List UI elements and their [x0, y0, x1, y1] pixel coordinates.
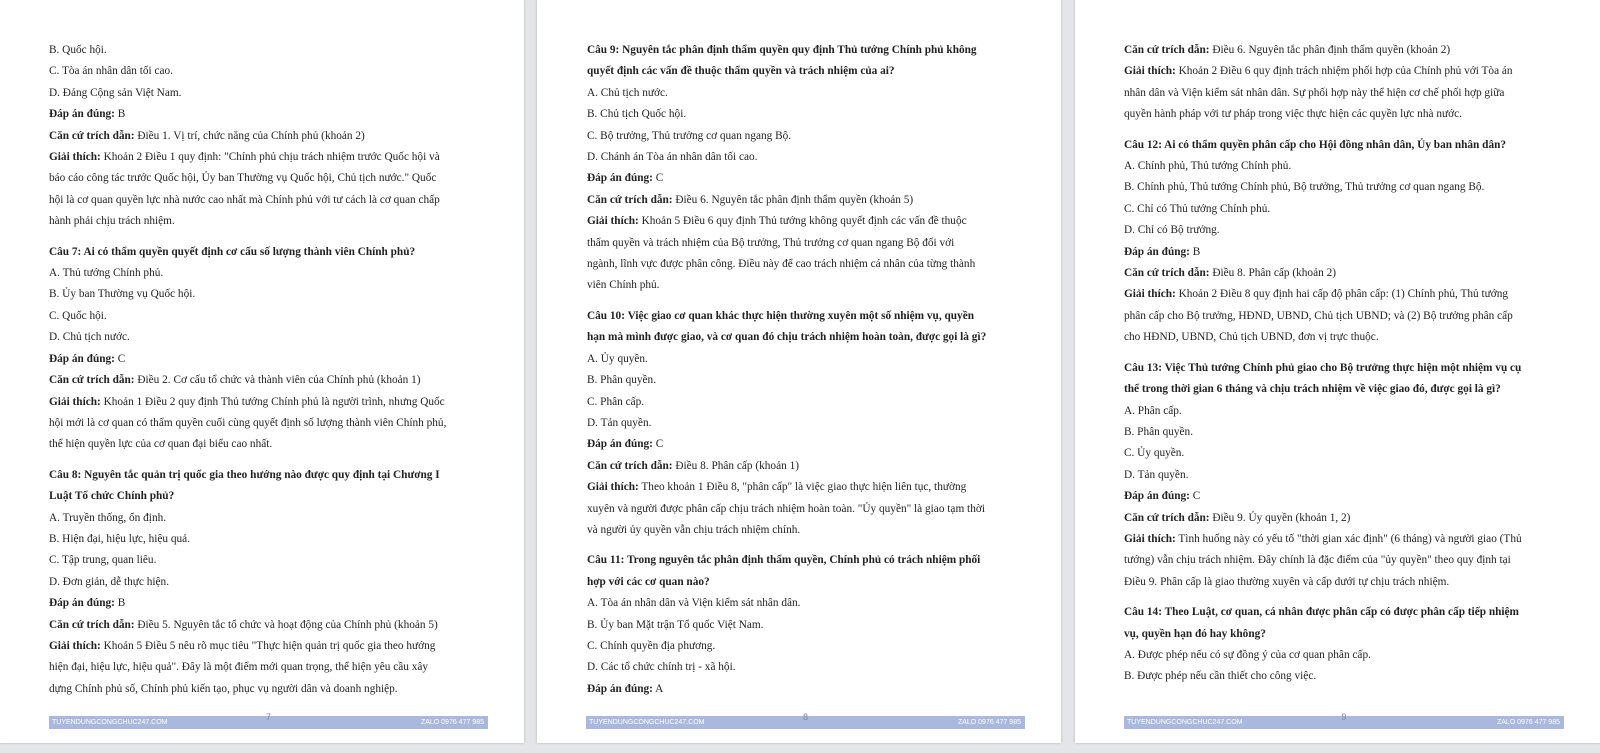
question-heading: Câu 7: Ai có thẩm quyền quyết định cơ cấu số lượng thành viên Chính phủ?	[49, 245, 416, 258]
question-heading: Câu 14: Theo Luật, cơ quan, cá nhân được phân cấp có được phân cấp tiếp nhiệm	[1124, 606, 1519, 619]
labeled-line	[587, 190, 1025, 211]
line-label: Giải thích:	[1124, 65, 1176, 78]
text-line: xuyên và người được phân cấp chịu trách nhiệm hoàn toàn. "Ủy quyền" là giao tạm thời	[587, 502, 985, 515]
labeled-line	[49, 392, 488, 413]
line-label: Giải thích:	[49, 151, 101, 164]
text-line: hội là cơ quan quyền lực nhà nước cao nhất mà Chính phủ với tư cách là cơ quan chấp	[49, 193, 440, 206]
line-label: Đáp án đúng:	[587, 682, 653, 695]
text-line: D. Chủ tịch nước.	[49, 331, 130, 344]
text-line: A. Truyền thống, ổn định.	[49, 511, 167, 524]
text-line: hội mới là cơ quan có thẩm quyền cuối cùng quyết định số lượng thành viên Chính phủ,	[49, 416, 447, 429]
labeled-line	[1124, 242, 1564, 263]
line-text: Điều 8. Phân cấp (khoản 1)	[672, 459, 799, 472]
footer-website: TUYENDUNGCONGCHUC247.COM	[52, 719, 168, 726]
line-text: C	[652, 172, 664, 185]
line-text: Tình huống này có yếu tố "thời gian xác định" (6 tháng) và người giao (Thủ	[1175, 532, 1522, 545]
question-heading-continued: thể trong thời gian 6 tháng và chịu trách nhiệm về việc giao đó, được gọi là gì?	[1124, 383, 1501, 396]
line-text: C	[114, 352, 126, 365]
line-text: Điều 6. Nguyên tắc phân định thẩm quyền (khoản 2)	[1209, 44, 1451, 56]
text-line: A. Thủ tướng Chính phủ.	[49, 267, 164, 280]
line-label: Căn cứ trích dẫn:	[49, 374, 135, 387]
page-footer	[49, 712, 488, 729]
text-line: báo cáo công tác trước Quốc hội, Ủy ban Thường vụ Quốc hội, Chủ tịch nước." Quốc	[49, 172, 437, 185]
line-text: C	[652, 438, 664, 451]
question-heading-continued: hạn mà mình được giao, và cơ quan đó chịu trách nhiệm hoàn toàn, được gọi là gì?	[587, 331, 987, 344]
line-label: Giải thích:	[1124, 532, 1176, 545]
line-text: A	[652, 682, 664, 695]
labeled-line	[49, 370, 488, 391]
page-footer	[586, 712, 1025, 729]
question-heading: Câu 8: Nguyên tắc quản trị quốc gia theo hướng nào được quy định tại Chương I	[49, 468, 440, 481]
labeled-line	[49, 349, 488, 370]
labeled-line	[1124, 486, 1564, 507]
line-label: Đáp án đúng:	[49, 108, 115, 121]
line-label: Đáp án đúng:	[587, 172, 653, 185]
text-line: thể hiện quyền lực của cơ quan đại biểu cao nhất.	[49, 438, 273, 451]
text-line: hành phải chịu trách nhiệm.	[49, 215, 175, 228]
labeled-line	[1124, 508, 1564, 529]
question-heading-continued: quyết định các vấn đề thuộc thẩm quyền và trách nhiệm của ai?	[587, 65, 895, 78]
labeled-line	[587, 456, 1025, 477]
text-line: D. Đảng Cộng sản Việt Nam.	[49, 86, 182, 99]
footer-website: TUYENDUNGCONGCHUC247.COM	[589, 719, 705, 726]
line-label: Giải thích:	[49, 639, 101, 652]
question-heading: Câu 9: Nguyên tắc phân định thẩm quyền quy định Thủ tướng Chính phủ không	[587, 44, 977, 56]
line-text: B	[1189, 245, 1201, 258]
labeled-line	[49, 593, 488, 614]
line-text: Điều 8. Phân cấp (khoản 2)	[1209, 267, 1336, 280]
text-line: D. Tản quyền.	[1124, 468, 1189, 481]
line-label: Đáp án đúng:	[587, 438, 653, 451]
text-line: C. Quốc hội.	[49, 309, 107, 322]
line-text: B	[114, 108, 126, 121]
document-page-8	[537, 0, 1061, 743]
text-line: B. Quốc hội.	[49, 44, 107, 56]
footer-contact: ZALO 0976 477 985	[957, 719, 1021, 726]
line-text: Theo khoản 1 Điều 8, "phân cấp" là việc giao thực hiện liên tục, thường	[638, 481, 967, 494]
text-line: B. Ủy ban Thường vụ Quốc hội.	[49, 288, 196, 301]
line-text: Khoản 2 Điều 1 quy định: "Chính phủ chịu trách nhiệm trước Quốc hội và	[100, 151, 440, 164]
text-line: B. Phân quyền.	[1124, 425, 1194, 438]
text-line: B. Phân quyền.	[587, 374, 657, 387]
labeled-line	[587, 168, 1025, 189]
page-number: 8	[802, 712, 808, 722]
line-label: Đáp án đúng:	[49, 352, 115, 365]
page-number: 9	[1341, 712, 1347, 722]
text-line: phân cấp cho Bộ trưởng, HĐND, UBND, Chủ tịch UBND; và (2) Bộ trưởng phân cấp	[1124, 309, 1513, 322]
line-text: Khoản 1 Điều 2 quy định Thủ tướng Chính phủ là người trình, nhưng Quốc	[100, 395, 445, 408]
text-line: B. Chủ tịch Quốc hội.	[587, 108, 687, 121]
labeled-line	[49, 147, 488, 168]
text-line: C. Chỉ có Thủ tướng Chính phủ.	[1124, 202, 1271, 215]
line-text: Điều 1. Vị trí, chức năng của Chính phủ (khoản 2)	[134, 129, 365, 142]
line-text: Điều 5. Nguyên tắc tổ chức và hoạt động của Chính phủ (khoản 5)	[134, 618, 438, 631]
text-line: A. Tòa án nhân dân và Viện kiểm sát nhân dân.	[587, 597, 801, 610]
line-text: Khoản 5 Điều 5 nêu rõ mục tiêu "Thực hiện quản trị quốc gia theo hướng	[100, 639, 436, 652]
labeled-line	[587, 211, 1025, 232]
text-line: tướng) vẫn chịu trách nhiệm. Đây chính là đặc điểm của "ủy quyền" theo quy định tại	[1124, 554, 1511, 567]
question-heading: Câu 10: Việc giao cơ quan khác thực hiện thường xuyên một số nhiệm vụ, quyền	[587, 309, 974, 322]
line-text: Điều 9. Ủy quyền (khoản 1, 2)	[1209, 511, 1351, 524]
text-line: D. Chánh án Tòa án nhân dân tối cao.	[587, 151, 758, 164]
text-line: hiện đại, hiệu lực, hiệu quả". Đây là một điểm mới quan trọng, thể hiện yêu cầu xây	[49, 661, 429, 674]
question-heading: Câu 11: Trong nguyên tắc phân định thẩm quyền, Chính phủ có trách nhiệm phối	[587, 554, 981, 567]
text-line: thẩm quyền và trách nhiệm của Bộ trưởng, Thủ trưởng cơ quan ngang Bộ đối với	[587, 236, 955, 249]
footer-contact: ZALO 0976 477 985	[1496, 719, 1560, 726]
text-line: và người ủy quyền vẫn chịu trách nhiệm chính.	[587, 523, 801, 536]
line-label: Đáp án đúng:	[1124, 245, 1190, 258]
text-line: A. Phân cấp.	[1124, 404, 1182, 417]
text-line: C. Tập trung, quan liêu.	[49, 554, 157, 567]
text-line: C. Chính quyền địa phương.	[587, 639, 716, 652]
labeled-line	[587, 477, 1025, 498]
line-label: Căn cứ trích dẫn:	[587, 193, 673, 206]
text-line: A. Được phép nếu có sự đồng ý của cơ quan phân cấp.	[1124, 648, 1371, 661]
question-heading: Câu 13: Việc Thủ tướng Chính phủ giao cho Bộ trưởng thực hiện một nhiệm vụ cụ	[1124, 361, 1522, 374]
text-line: C. Ủy quyền.	[1124, 447, 1185, 460]
page-content	[587, 40, 1025, 700]
document-page-9	[1075, 0, 1600, 743]
page-content	[49, 40, 488, 700]
text-line: cho HĐND, UBND, Chủ tịch UBND, đơn vị trực thuộc.	[1124, 331, 1379, 344]
page-footer	[1124, 712, 1564, 729]
labeled-line	[1124, 40, 1564, 61]
question-heading: Câu 12: Ai có thẩm quyền phân cấp cho Hội đồng nhân dân, Ủy ban nhân dân?	[1124, 138, 1507, 151]
text-line: D. Đơn giản, dễ thực hiện.	[49, 575, 170, 588]
text-line: B. Hiện đại, hiệu lực, hiệu quả.	[49, 532, 191, 545]
line-label: Căn cứ trích dẫn:	[49, 618, 135, 631]
footer-contact: ZALO 0976 477 985	[420, 719, 484, 726]
line-text: Khoản 5 Điều 6 quy định Thủ tướng không quyết định các vấn đề thuộc	[638, 215, 967, 228]
page-number: 7	[265, 712, 271, 722]
text-line: A. Chủ tịch nước.	[587, 86, 668, 99]
line-label: Giải thích:	[587, 215, 639, 228]
line-label: Giải thích:	[587, 481, 639, 494]
line-label: Đáp án đúng:	[1124, 490, 1190, 503]
text-line: A. Ủy quyền.	[587, 352, 648, 365]
labeled-line	[1124, 61, 1564, 82]
line-label: Căn cứ trích dẫn:	[1124, 511, 1210, 524]
line-label: Căn cứ trích dẫn:	[1124, 44, 1210, 56]
labeled-line	[587, 679, 1025, 700]
text-line: viên Chính phủ.	[587, 279, 660, 292]
document-page-7	[0, 0, 524, 743]
text-line: D. Các tổ chức chính trị - xã hội.	[587, 661, 736, 674]
labeled-line	[49, 636, 488, 657]
text-line: D. Chỉ có Bộ trưởng.	[1124, 224, 1220, 237]
labeled-line	[49, 104, 488, 125]
text-line: B. Ủy ban Mặt trận Tổ quốc Việt Nam.	[587, 618, 764, 631]
text-line: B. Được phép nếu cần thiết cho công việc.	[1124, 670, 1317, 683]
line-text: C	[1189, 490, 1201, 503]
question-heading-continued: vụ, quyền hạn đó hay không?	[1124, 627, 1266, 640]
text-line: C. Bộ trưởng, Thủ trưởng cơ quan ngang Bộ.	[587, 129, 792, 142]
text-line: D. Tản quyền.	[587, 416, 652, 429]
labeled-line	[587, 434, 1025, 455]
line-text: B	[114, 597, 126, 610]
line-label: Căn cứ trích dẫn:	[49, 129, 135, 142]
line-text: Khoản 2 Điều 6 quy định trách nhiệm phối hợp của Chính phủ với Tòa án	[1175, 65, 1513, 78]
line-label: Đáp án đúng:	[49, 597, 115, 610]
labeled-line	[49, 615, 488, 636]
labeled-line	[1124, 263, 1564, 284]
labeled-line	[1124, 529, 1564, 550]
labeled-line	[49, 126, 488, 147]
line-label: Căn cứ trích dẫn:	[1124, 267, 1210, 280]
footer-website: TUYENDUNGCONGCHUC247.COM	[1127, 719, 1243, 726]
page-content	[1124, 40, 1564, 688]
text-line: Điều 9. Phân cấp là giao thường xuyên và cấp dưới tự chịu trách nhiệm.	[1124, 575, 1450, 588]
line-text: Điều 2. Cơ cấu tổ chức và thành viên của Chính phủ (khoản 1)	[134, 374, 421, 387]
text-line: C. Phân cấp.	[587, 395, 645, 408]
labeled-line	[1124, 284, 1564, 305]
question-heading-continued: Luật Tổ chức Chính phủ?	[49, 490, 175, 503]
line-label: Giải thích:	[49, 395, 101, 408]
line-text: Điều 6. Nguyên tắc phân định thẩm quyền (khoản 5)	[672, 193, 914, 206]
question-heading-continued: hợp với các cơ quan nào?	[587, 575, 710, 588]
text-line: ngành, lĩnh vực được phân công. Điều này để cao trách nhiệm cá nhân của từng thành	[587, 258, 976, 271]
text-line: B. Chính phủ, Thủ tướng Chính phủ, Bộ trưởng, Thủ trưởng cơ quan ngang Bộ.	[1124, 181, 1485, 194]
text-line: A. Chính phủ, Thủ tướng Chính phủ.	[1124, 160, 1292, 173]
text-line: dựng Chính phủ số, Chính phủ kiến tạo, phục vụ người dân và doanh nghiệp.	[49, 682, 398, 695]
text-line: quyền hành pháp với tư pháp trong việc thực hiện các quyền lực nhà nước.	[1124, 108, 1462, 121]
line-label: Căn cứ trích dẫn:	[587, 459, 673, 472]
text-line: nhân dân và Viện kiểm sát nhân dân. Sự phối hợp này thể hiện cơ chế phối hợp giữa	[1124, 86, 1505, 99]
line-text: Khoản 2 Điều 8 quy định hai cấp độ phân cấp: (1) Chính phủ, Thủ tướng	[1175, 288, 1509, 301]
text-line: C. Tòa án nhân dân tối cao.	[49, 65, 174, 78]
line-label: Giải thích:	[1124, 288, 1176, 301]
